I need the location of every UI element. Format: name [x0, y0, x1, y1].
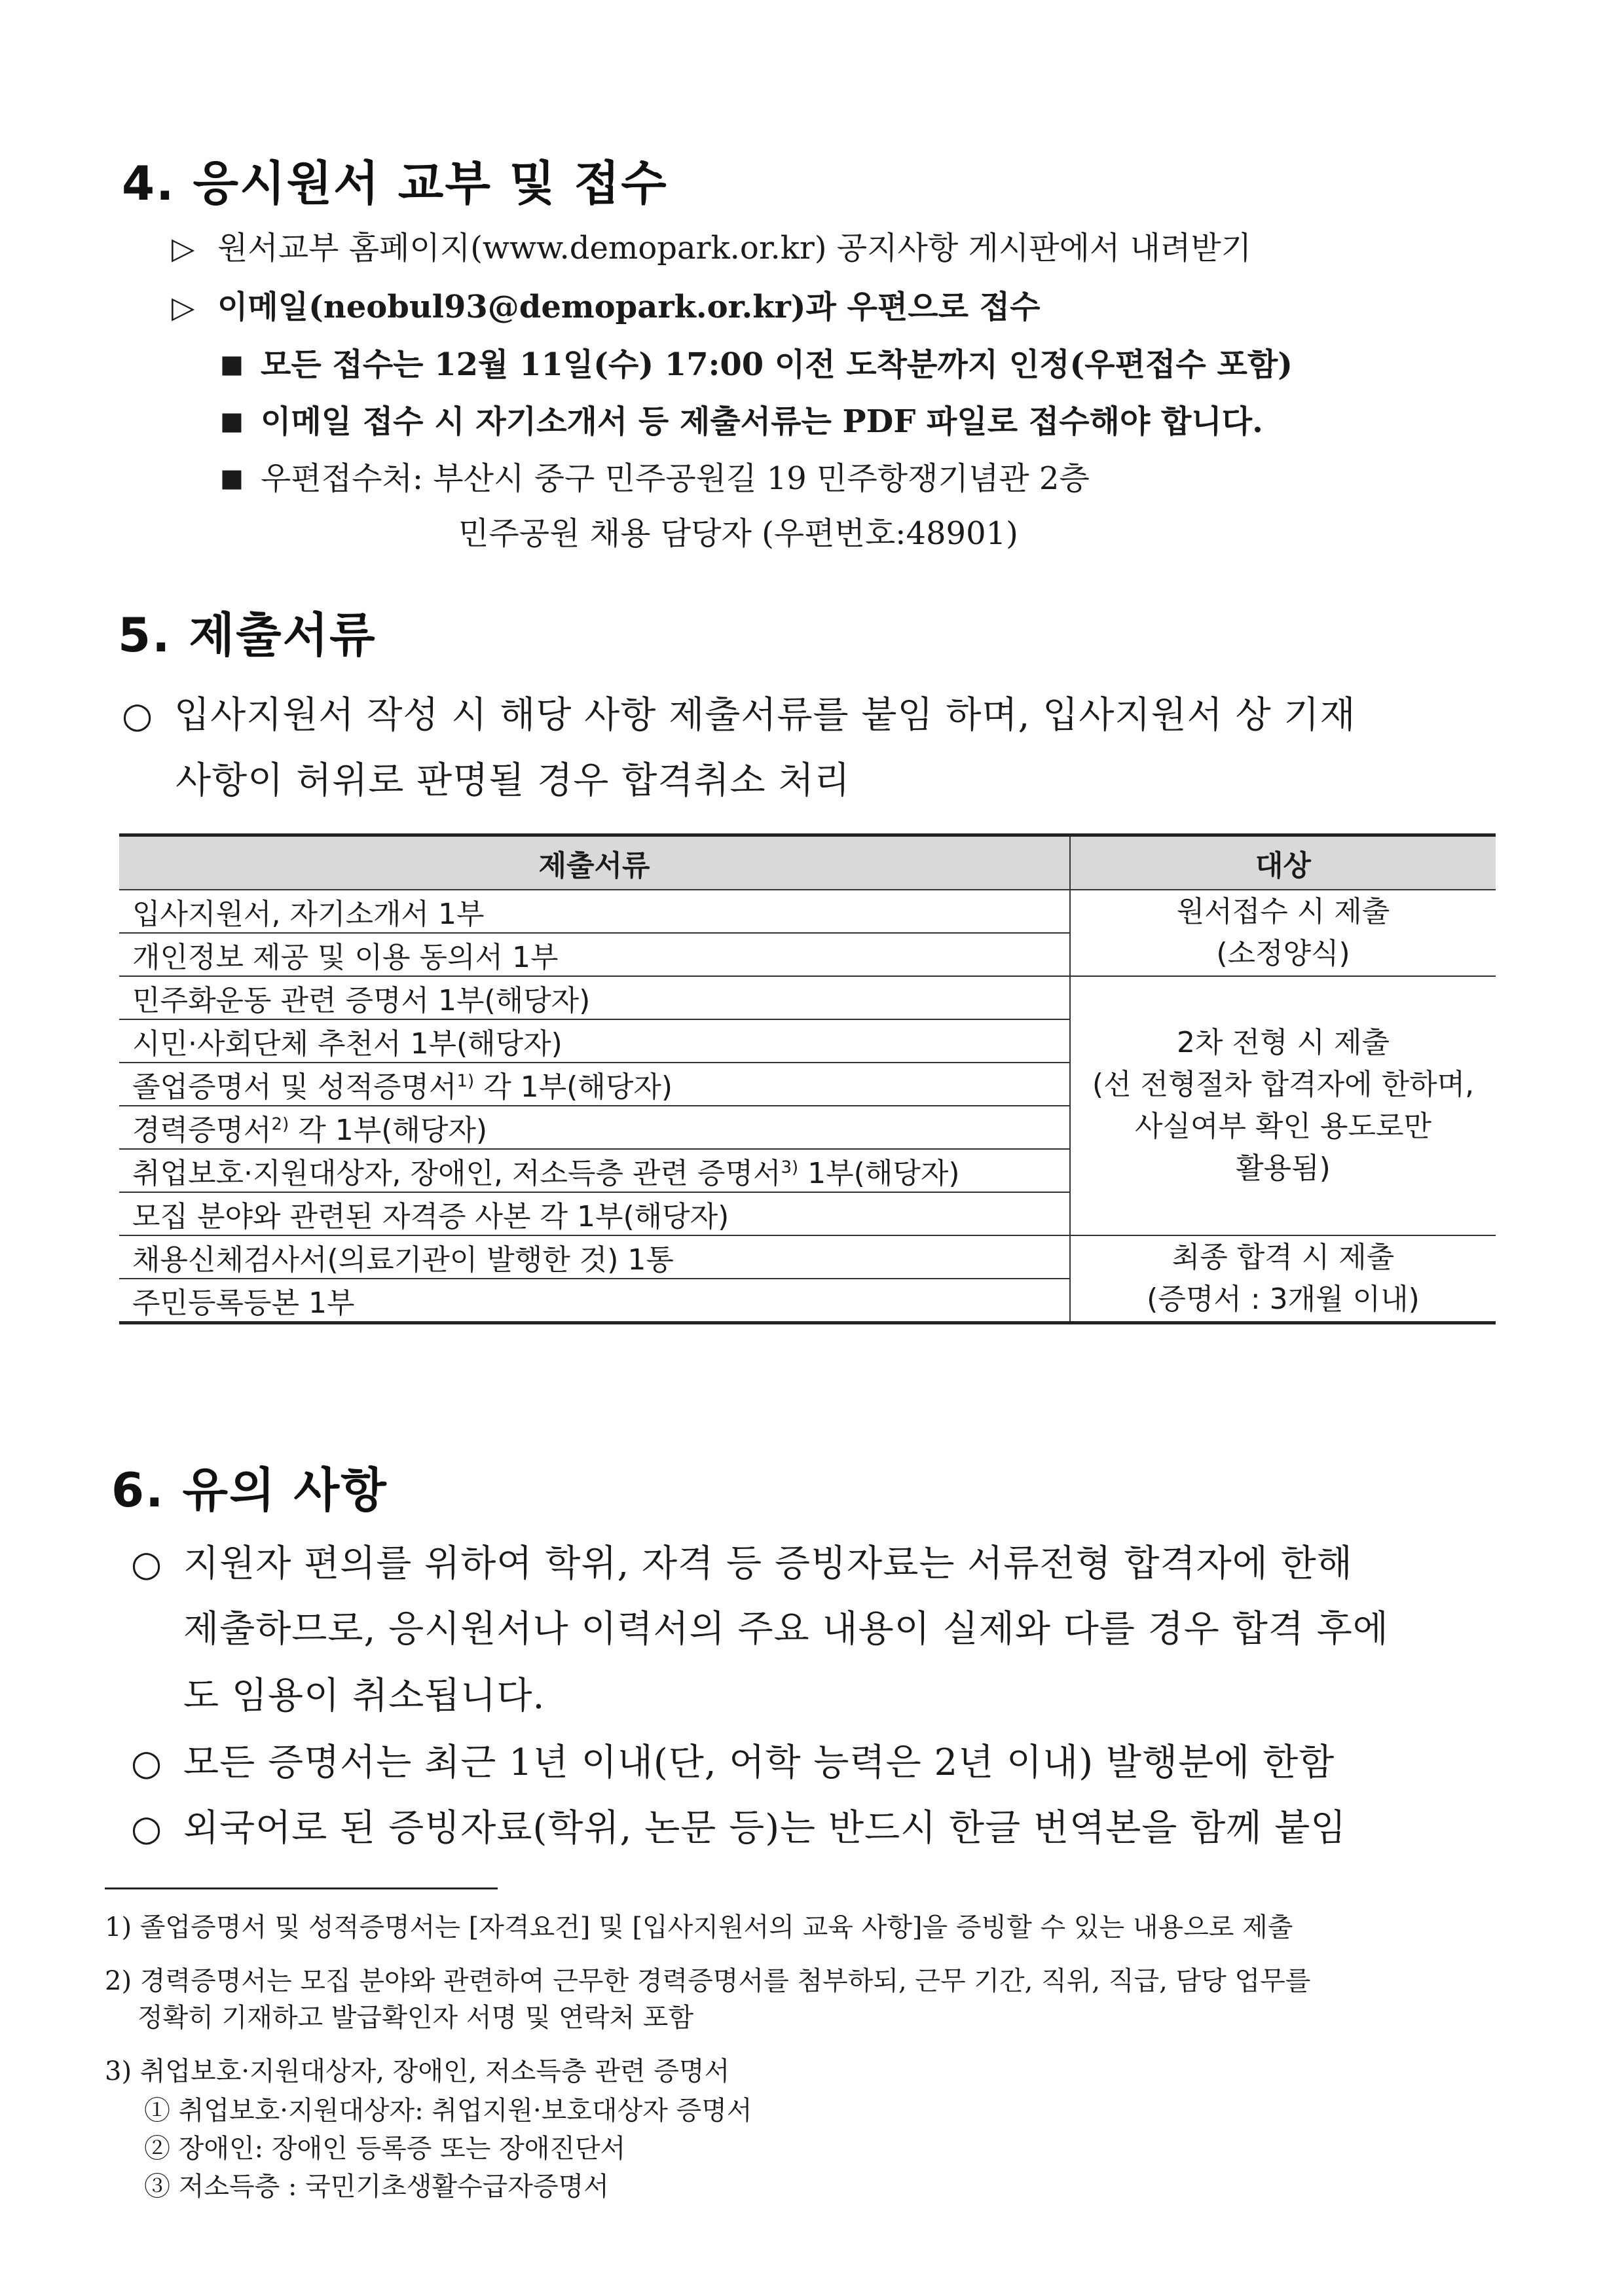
doc-cell: 시민·사회단체 추천서 1부(해당자) [119, 1019, 1070, 1063]
sub-bullet-line: ■ 이메일 접수 시 자기소개서 등 제출서류는 PDF 파일로 접수해야 합니다. [220, 403, 1263, 440]
section-5-paragraph-cont: 사항이 허위로 판명될 경우 합격취소 처리 [175, 759, 851, 802]
section-6-paragraph-cont: 제출하므로, 응시원서나 이력서의 주요 내용이 실제와 다를 경우 합격 후에 [183, 1608, 1389, 1650]
section-6-title: 6. 유의 사항 [111, 1463, 388, 1518]
target-cell: 최종 합격 시 제출 (증명서 : 3개월 이내) [1070, 1235, 1496, 1323]
header-documents: 제출서류 [119, 835, 1070, 890]
address-line: 민주공원 채용 담당자 (우편번호:48901) [458, 515, 1018, 552]
footnote-3-item: ① 취업보호·지원대상자: 취업지원·보호대상자 증명서 [144, 2096, 752, 2126]
square-bullet-icon: ■ [220, 349, 244, 378]
table-header-row [119, 835, 1496, 890]
footnote-2-cont: 정확히 기재하고 발급확인자 서명 및 연락처 포함 [138, 2003, 694, 2033]
doc-cell: 채용신체검사서(의료기관이 발행한 것) 1통 [119, 1235, 1070, 1279]
table-row [119, 1235, 1496, 1279]
doc-cell: 경력증명서$^{2)}$ 각 1부(해당자) [119, 1106, 1070, 1149]
footnote-1: 1) 졸업증명서 및 성적증명서는 [자격요건] 및 [입사지원서의 교육 사항]을 증빙할 수 있는 내용으로 제출 [105, 1912, 1293, 1942]
triangle-bullet-icon: ▷ [172, 289, 195, 325]
sub-bullet-line: ■ 모든 접수는 12월 11일(수) 17:00 이전 도착분까지 인정(우편접수 포함) [220, 346, 1293, 383]
bullet-line: ▷ 이메일(neobul93@demopark.or.kr)과 우편으로 접수 [172, 289, 1041, 325]
section-6-paragraph: ○ 외국어로 된 증빙자료(학위, 논문 등)는 반드시 한글 번역본을 함께 붙임 [131, 1807, 1347, 1850]
circle-bullet-icon: ○ [131, 1543, 163, 1584]
header-target: 대상 [1070, 835, 1496, 890]
footnote-3-item: ③ 저소득층 : 국민기초생활수급자증명서 [144, 2172, 609, 2202]
circle-bullet-icon: ○ [131, 1742, 163, 1783]
doc-cell: 개인정보 제공 및 이용 동의서 1부 [119, 933, 1070, 976]
doc-cell: 주민등록등본 1부 [119, 1279, 1070, 1323]
section-5-title: 5. 제출서류 [118, 608, 377, 663]
target-cell: 원서접수 시 제출 (소정양식) [1070, 890, 1496, 976]
doc-cell: 졸업증명서 및 성적증명서$^{1)}$ 각 1부(해당자) [119, 1063, 1070, 1106]
doc-cell: 취업보호·지원대상자, 장애인, 저소득층 관련 증명서$^{3)}$ 1부(해당자) [119, 1149, 1070, 1192]
section-4-title: 4. 응시원서 교부 및 접수 [122, 156, 668, 211]
square-bullet-icon: ■ [220, 464, 244, 492]
section-5-paragraph: ○ 입사지원서 작성 시 해당 사항 제출서류를 붙임 하며, 입사지원서 상 기재 [122, 694, 1356, 737]
sub-bullet-line: ■ 우편접수처: 부산시 중구 민주공원길 19 민주항쟁기념관 2층 [220, 460, 1090, 497]
documents-table [119, 833, 1496, 1324]
footnote-divider [105, 1887, 498, 1889]
footnote-3: 3) 취업보호·지원대상자, 장애인, 저소득층 관련 증명서 [105, 2056, 730, 2086]
table-row [119, 890, 1496, 933]
square-bullet-icon: ■ [220, 406, 244, 435]
section-6-paragraph-cont: 도 임용이 취소됩니다. [183, 1675, 545, 1717]
bullet-line: ▷ 원서교부 홈페이지(www.demopark.or.kr) 공지사항 게시판에서 내려받기 [172, 230, 1252, 266]
doc-cell: 민주화운동 관련 증명서 1부(해당자) [119, 976, 1070, 1019]
doc-cell: 입사지원서, 자기소개서 1부 [119, 890, 1070, 933]
section-6-paragraph: ○ 모든 증명서는 최근 1년 이내(단, 어학 능력은 2년 이내) 발행분에 한함 [131, 1741, 1335, 1784]
circle-bullet-icon: ○ [131, 1808, 163, 1849]
target-cell: 2차 전형 시 제출 (선 전형절차 합격자에 한하며, 사실여부 확인 용도로만 활용됨) [1070, 976, 1496, 1235]
footnote-3-item: ② 장애인: 장애인 등록증 또는 장애진단서 [144, 2134, 626, 2164]
triangle-bullet-icon: ▷ [172, 230, 195, 266]
table-row [119, 976, 1496, 1019]
section-6-paragraph: ○ 지원자 편의를 위하여 학위, 자격 등 증빙자료는 서류전형 합격자에 한해 [131, 1542, 1353, 1585]
doc-cell: 모집 분야와 관련된 자격증 사본 각 1부(해당자) [119, 1192, 1070, 1235]
footnote-2: 2) 경력증명서는 모집 분야와 관련하여 근무한 경력증명서를 첨부하되, 근무 기간, 직위, 직급, 담당 업무를 [105, 1966, 1311, 1996]
circle-bullet-icon: ○ [122, 695, 154, 736]
